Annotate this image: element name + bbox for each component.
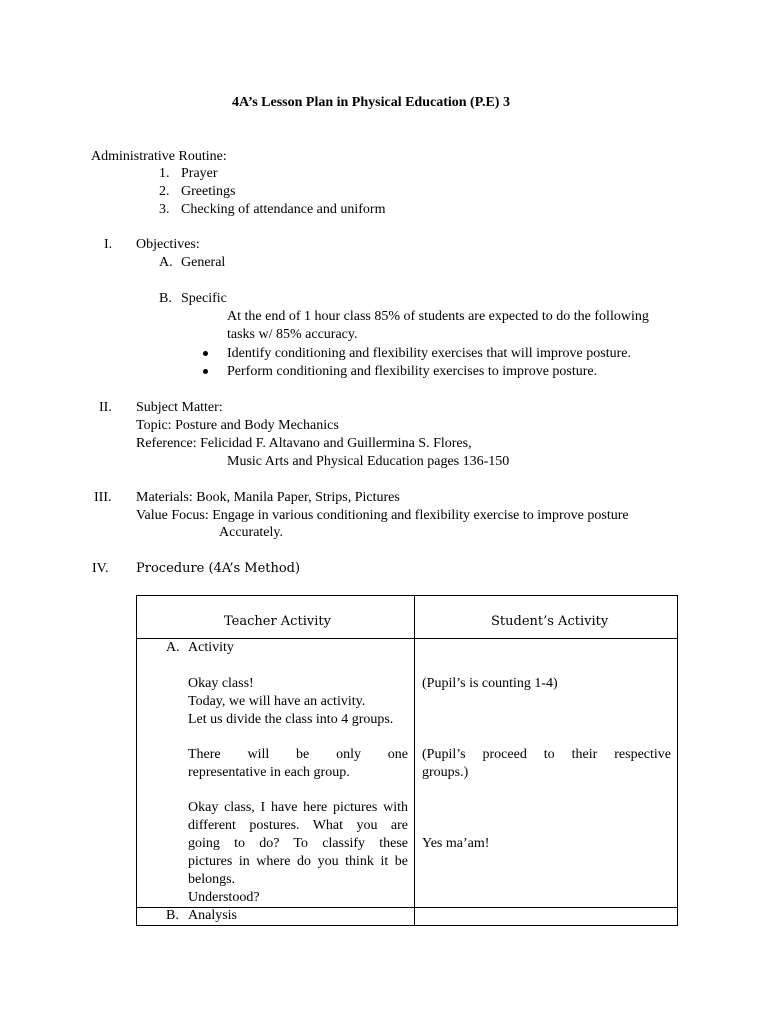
teacher-line: Okay class, I have here pictures with [188, 800, 408, 815]
student-line: (Pupil’s proceed to their respective [422, 747, 671, 762]
teacher-line: Let us divide the class into 4 groups. [188, 712, 394, 727]
objective-intro: At the end of 1 hour class 85% of students are expected to do the following [227, 309, 649, 324]
subject-heading: Subject Matter: [136, 400, 223, 415]
step-analysis-label: Analysis [188, 908, 237, 923]
col-header-student: Student’s Activity [491, 614, 609, 629]
teacher-line: Okay class! [188, 676, 254, 691]
procedure-table [136, 595, 678, 926]
bullet-icon [203, 351, 208, 356]
bullet-icon [203, 369, 208, 374]
objectives-heading: Objectives: [136, 237, 200, 252]
student-line: (Pupil’s is counting 1-4) [422, 676, 558, 691]
teacher-line: different postures. What you are [188, 818, 408, 833]
section-number: II. [99, 400, 112, 415]
subject-topic: Topic: Posture and Body Mechanics [136, 418, 339, 433]
procedure-heading: Procedure (4A’s Method) [136, 561, 301, 576]
admin-heading: Administrative Routine: [91, 149, 227, 164]
step-letter: B. [166, 908, 179, 923]
teacher-line: belongs. [188, 872, 236, 887]
objective-letter: A. [159, 255, 173, 270]
student-line: groups.) [422, 765, 469, 780]
column-divider [414, 596, 415, 925]
section-number: III. [94, 490, 112, 505]
objective-intro: tasks w/ 85% accuracy. [227, 327, 358, 342]
teacher-line: representative in each group. [188, 765, 350, 780]
step-letter: A. [166, 640, 180, 655]
subject-reference: Reference: Felicidad F. Altavano and Guillermina S. Flores, [136, 436, 472, 451]
objective-bullet: Perform conditioning and flexibility exercises to improve posture. [227, 364, 598, 379]
page-title: 4A’s Lesson Plan in Physical Education (P.E) 3 [232, 95, 510, 110]
student-line: Yes ma’am! [422, 836, 490, 851]
value-focus: Value Focus: Engage in various conditioning and flexibility exercise to improve posture [136, 508, 629, 523]
objective-bullet: Identify conditioning and flexibility exercises that will improve posture. [227, 346, 631, 361]
admin-item: Greetings [181, 184, 236, 199]
objective-letter: B. [159, 291, 172, 306]
admin-item: Checking of attendance and uniform [181, 202, 386, 217]
subject-reference-cont: Music Arts and Physical Education pages 136-150 [227, 454, 510, 469]
teacher-line: Understood? [188, 890, 260, 905]
objective-general: General [181, 255, 226, 270]
admin-item-num: 2. [159, 184, 170, 199]
admin-item-num: 1. [159, 166, 170, 181]
col-header-teacher: Teacher Activity [224, 614, 331, 629]
section-number: IV. [92, 561, 109, 576]
objective-specific: Specific [181, 291, 227, 306]
value-focus-cont: Accurately. [219, 525, 283, 540]
admin-item-num: 3. [159, 202, 170, 217]
section-number: I. [104, 237, 113, 252]
teacher-line: Today, we will have an activity. [188, 694, 366, 709]
admin-item: Prayer [181, 166, 218, 181]
materials-line: Materials: Book, Manila Paper, Strips, Pictures [136, 490, 400, 505]
teacher-line: pictures in where do you think it be [188, 854, 408, 869]
teacher-line: going to do? To classify these [188, 836, 408, 851]
step-activity-label: Activity [188, 640, 234, 655]
teacher-line: There will be only one [188, 747, 408, 762]
